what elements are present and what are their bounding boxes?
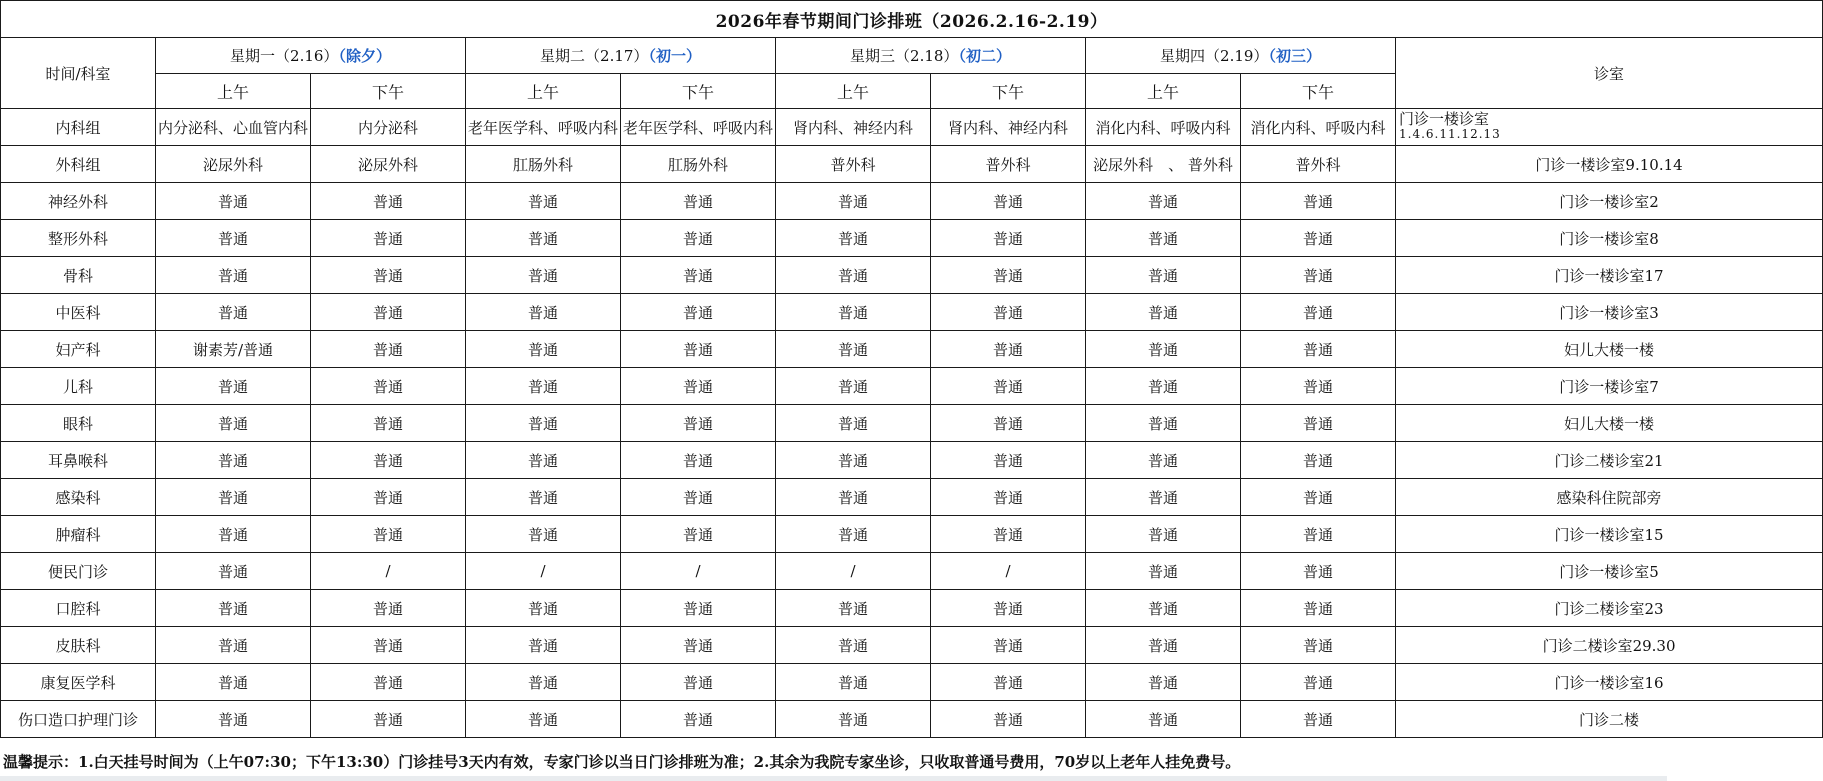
schedule-cell: 普通 — [156, 516, 311, 553]
schedule-cell: 普通 — [931, 664, 1086, 701]
schedule-cell: 普通 — [156, 664, 311, 701]
am-header: 上午 — [1086, 74, 1241, 109]
schedule-cell: 普通 — [1241, 701, 1396, 738]
schedule-cell: 普通 — [466, 442, 621, 479]
notice-text: 温馨提示：1.白天挂号时间为（上午07:30；下午13:30）门诊挂号3天内有效，专家门诊以当日门诊排班为准；2.其余为我院专家坐诊，只收取普通号费用，70岁以上老年人挂免费号。 — [3, 753, 1241, 771]
schedule-cell: 普通 — [1086, 553, 1241, 590]
schedule-cell: 普通 — [931, 442, 1086, 479]
schedule-cell: 普通 — [931, 294, 1086, 331]
schedule-cell: 普通 — [311, 627, 466, 664]
dept-name: 中医科 — [1, 294, 156, 331]
schedule-cell: 普通 — [931, 479, 1086, 516]
schedule-cell: 普通 — [311, 405, 466, 442]
schedule-cell: 普通 — [466, 627, 621, 664]
room-cell: 门诊一楼诊室9.10.14 — [1396, 146, 1823, 183]
schedule-cell: 普通 — [1086, 257, 1241, 294]
schedule-cell: 普通 — [466, 183, 621, 220]
schedule-cell: 普通 — [311, 701, 466, 738]
schedule-cell: 普通 — [311, 331, 466, 368]
schedule-cell: / — [931, 553, 1086, 590]
schedule-cell: 老年医学科、呼吸内科 — [621, 109, 776, 146]
schedule-cell: 普通 — [156, 479, 311, 516]
schedule-cell: 泌尿外科 — [311, 146, 466, 183]
schedule-cell: 内分泌科、心血管内科 — [156, 109, 311, 146]
dept-name: 儿科 — [1, 368, 156, 405]
schedule-cell: 普通 — [621, 294, 776, 331]
schedule-cell: / — [311, 553, 466, 590]
dept-name: 妇产科 — [1, 331, 156, 368]
schedule-cell: / — [621, 553, 776, 590]
schedule-cell: 普通 — [156, 627, 311, 664]
schedule-cell: 普通 — [156, 183, 311, 220]
schedule-cell: 普通 — [931, 257, 1086, 294]
room-line-2: 1.4.6.11.12.13 — [1399, 127, 1501, 141]
schedule-cell: 普通 — [776, 664, 931, 701]
schedule-cell: 普通 — [931, 701, 1086, 738]
schedule-cell: 普通 — [1241, 183, 1396, 220]
schedule-cell: 普通 — [311, 294, 466, 331]
schedule-cell: 内分泌科 — [311, 109, 466, 146]
schedule-cell: 普通 — [621, 627, 776, 664]
schedule-cell: 普通 — [1086, 405, 1241, 442]
schedule-cell: 普通 — [776, 257, 931, 294]
schedule-cell: 普通 — [1241, 553, 1396, 590]
room-cell: 门诊一楼诊室15 — [1396, 516, 1823, 553]
table-row — [1, 701, 1823, 738]
schedule-cell: 普通 — [776, 405, 931, 442]
schedule-cell: 普通 — [1086, 664, 1241, 701]
schedule-cell: 普通 — [156, 368, 311, 405]
schedule-cell: 普通 — [156, 590, 311, 627]
schedule-cell: 普通 — [1241, 294, 1396, 331]
schedule-cell: 普通 — [311, 479, 466, 516]
table-row — [1, 146, 1823, 183]
schedule-cell: 普通 — [466, 331, 621, 368]
schedule-cell: 普通 — [621, 331, 776, 368]
table-row — [1, 442, 1823, 479]
room-line-1: 门诊一楼诊室 — [1399, 110, 1490, 128]
table-row — [1, 368, 1823, 405]
dept-name: 便民门诊 — [1, 553, 156, 590]
schedule-cell: 普通 — [1241, 368, 1396, 405]
schedule-cell: 普通 — [1241, 479, 1396, 516]
schedule-cell: 泌尿外科 — [156, 146, 311, 183]
schedule-cell: 普通 — [1086, 331, 1241, 368]
pm-header: 下午 — [931, 74, 1086, 109]
schedule-cell: 普通 — [466, 590, 621, 627]
schedule-cell: 普通 — [621, 368, 776, 405]
pm-header: 下午 — [621, 74, 776, 109]
schedule-cell: 普外科 — [931, 146, 1086, 183]
schedule-cell: 普通 — [311, 590, 466, 627]
pm-header: 下午 — [311, 74, 466, 109]
schedule-cell: 普通 — [1241, 627, 1396, 664]
schedule-cell: 普通 — [466, 220, 621, 257]
schedule-cell: 肛肠外科 — [621, 146, 776, 183]
schedule-cell: 普通 — [776, 516, 931, 553]
schedule-cell: 普通 — [466, 405, 621, 442]
schedule-cell: 普通 — [621, 701, 776, 738]
schedule-cell: 普通 — [156, 294, 311, 331]
schedule-cell: 普通 — [621, 442, 776, 479]
dept-name: 肿瘤科 — [1, 516, 156, 553]
schedule-cell: 普通 — [311, 220, 466, 257]
schedule-cell: / — [466, 553, 621, 590]
schedule-cell: 普通 — [1086, 590, 1241, 627]
schedule-cell: 普通 — [931, 331, 1086, 368]
schedule-cell: 普通 — [1241, 220, 1396, 257]
schedule-cell: 普通 — [931, 183, 1086, 220]
room-cell: 门诊一楼诊室16 — [1396, 664, 1823, 701]
schedule-cell: 普通 — [1086, 479, 1241, 516]
schedule-cell: 普通 — [776, 331, 931, 368]
table-row — [1, 220, 1823, 257]
dept-name: 骨科 — [1, 257, 156, 294]
schedule-cell: 普通 — [466, 664, 621, 701]
schedule-cell: 普通 — [1241, 331, 1396, 368]
schedule-cell: 普通 — [1086, 627, 1241, 664]
dept-name: 口腔科 — [1, 590, 156, 627]
schedule-cell: 普通 — [776, 701, 931, 738]
schedule-cell: 普通 — [931, 368, 1086, 405]
schedule-cell: 普通 — [776, 294, 931, 331]
schedule-cell: 普通 — [311, 442, 466, 479]
dept-name: 康复医学科 — [1, 664, 156, 701]
room-cell: 妇儿大楼一楼 — [1396, 331, 1823, 368]
room-cell: 门诊一楼诊室17 — [1396, 257, 1823, 294]
room-cell: 门诊二楼 — [1396, 701, 1823, 738]
schedule-cell: 普通 — [776, 590, 931, 627]
table-row — [1, 331, 1823, 368]
schedule-cell: 普通 — [621, 516, 776, 553]
schedule-cell: 普通 — [466, 257, 621, 294]
dept-name: 眼科 — [1, 405, 156, 442]
table-row — [1, 109, 1823, 146]
schedule-cell: 普通 — [621, 183, 776, 220]
day-header-3: 星期三（2.18）（初二） — [776, 38, 1086, 74]
schedule-cell: 普通 — [311, 516, 466, 553]
schedule-cell: 普通 — [1241, 516, 1396, 553]
table-row — [1, 405, 1823, 442]
schedule-cell: 普通 — [1086, 701, 1241, 738]
schedule-cell: 消化内科、呼吸内科 — [1086, 109, 1241, 146]
dept-name: 整形外科 — [1, 220, 156, 257]
schedule-cell: 普通 — [1241, 590, 1396, 627]
dept-name: 外科组 — [1, 146, 156, 183]
time-dept-header: 时间/科室 — [1, 38, 156, 109]
table-row — [1, 516, 1823, 553]
schedule-cell: 普通 — [621, 257, 776, 294]
dept-name: 伤口造口护理门诊 — [1, 701, 156, 738]
room-cell: 门诊二楼诊室29.30 — [1396, 627, 1823, 664]
schedule-cell: 普通 — [931, 405, 1086, 442]
dept-name: 内科组 — [1, 109, 156, 146]
schedule-cell: 普通 — [1086, 442, 1241, 479]
schedule-cell: 普通 — [156, 442, 311, 479]
room-cell: 门诊一楼诊室3 — [1396, 294, 1823, 331]
schedule-cell: 普通 — [311, 257, 466, 294]
room-cell: 妇儿大楼一楼 — [1396, 405, 1823, 442]
table-row — [1, 627, 1823, 664]
room-cell: 门诊一楼诊室5 — [1396, 553, 1823, 590]
schedule-cell: 普通 — [1086, 516, 1241, 553]
schedule-cell: 肾内科、神经内科 — [776, 109, 931, 146]
schedule-cell: 普通 — [776, 368, 931, 405]
schedule-cell: 普通 — [311, 664, 466, 701]
schedule-cell: 普通 — [621, 590, 776, 627]
table-row — [1, 183, 1823, 220]
room-cell: 门诊二楼诊室23 — [1396, 590, 1823, 627]
schedule-cell: 普通 — [1086, 368, 1241, 405]
schedule-cell: 普通 — [621, 664, 776, 701]
schedule-cell: 普通 — [1241, 442, 1396, 479]
schedule-cell: 普通 — [466, 479, 621, 516]
dept-name: 皮肤科 — [1, 627, 156, 664]
schedule-cell: 普外科 — [776, 146, 931, 183]
schedule-cell: 普通 — [156, 553, 311, 590]
day-header-2: 星期二（2.17）（初一） — [466, 38, 776, 74]
schedule-cell: 泌尿外科 、 普外科 — [1086, 146, 1241, 183]
room-cell: 门诊一楼诊室8 — [1396, 220, 1823, 257]
schedule-cell: 普通 — [776, 627, 931, 664]
schedule-cell: 普通 — [156, 405, 311, 442]
day-header-4: 星期四（2.19）（初三） — [1086, 38, 1396, 74]
page-title: 2026年春节期间门诊排班（2026.2.16-2.19） — [1, 1, 1823, 38]
dept-name: 感染科 — [1, 479, 156, 516]
schedule-cell: / — [776, 553, 931, 590]
am-header: 上午 — [776, 74, 931, 109]
schedule-cell: 普通 — [156, 220, 311, 257]
schedule-cell: 谢素芳/普通 — [156, 331, 311, 368]
schedule-cell: 普通 — [1086, 294, 1241, 331]
schedule-cell: 普通 — [466, 701, 621, 738]
schedule-cell: 普通 — [931, 590, 1086, 627]
schedule-cell: 普通 — [156, 257, 311, 294]
room-header: 诊室 — [1396, 38, 1823, 109]
room-cell — [1396, 109, 1823, 146]
schedule-cell: 普通 — [466, 294, 621, 331]
room-cell: 门诊一楼诊室2 — [1396, 183, 1823, 220]
dept-name: 神经外科 — [1, 183, 156, 220]
schedule-cell: 普外科 — [1241, 146, 1396, 183]
table-row — [1, 590, 1823, 627]
bottom-scrollbar-strip — [0, 776, 1667, 781]
day-header-1: 星期一（2.16）（除夕） — [156, 38, 466, 74]
schedule-cell: 普通 — [776, 220, 931, 257]
room-cell: 门诊一楼诊室7 — [1396, 368, 1823, 405]
table-row — [1, 294, 1823, 331]
schedule-cell: 普通 — [1086, 183, 1241, 220]
schedule-cell: 普通 — [931, 516, 1086, 553]
schedule-cell: 普通 — [931, 627, 1086, 664]
schedule-cell: 消化内科、呼吸内科 — [1241, 109, 1396, 146]
schedule-cell: 普通 — [621, 479, 776, 516]
schedule-cell: 普通 — [311, 183, 466, 220]
schedule-cell: 普通 — [466, 516, 621, 553]
schedule-cell: 普通 — [156, 701, 311, 738]
am-header: 上午 — [466, 74, 621, 109]
dept-name: 耳鼻喉科 — [1, 442, 156, 479]
schedule-cell: 普通 — [1241, 257, 1396, 294]
room-cell: 门诊二楼诊室21 — [1396, 442, 1823, 479]
schedule-cell: 普通 — [1241, 405, 1396, 442]
schedule-cell: 普通 — [1241, 664, 1396, 701]
schedule-cell: 老年医学科、呼吸内科 — [466, 109, 621, 146]
table-row — [1, 664, 1823, 701]
pm-header: 下午 — [1241, 74, 1396, 109]
schedule-cell: 普通 — [311, 368, 466, 405]
schedule-cell: 普通 — [621, 405, 776, 442]
schedule-cell: 普通 — [466, 368, 621, 405]
schedule-cell: 普通 — [776, 479, 931, 516]
schedule-cell: 肛肠外科 — [466, 146, 621, 183]
table-row — [1, 553, 1823, 590]
schedule-cell: 肾内科、神经内科 — [931, 109, 1086, 146]
room-cell: 感染科住院部旁 — [1396, 479, 1823, 516]
schedule-cell: 普通 — [931, 220, 1086, 257]
am-header: 上午 — [156, 74, 311, 109]
schedule-cell: 普通 — [1086, 220, 1241, 257]
table-row — [1, 479, 1823, 516]
schedule-cell: 普通 — [621, 220, 776, 257]
schedule-cell: 普通 — [776, 442, 931, 479]
table-row — [1, 257, 1823, 294]
schedule-cell: 普通 — [776, 183, 931, 220]
